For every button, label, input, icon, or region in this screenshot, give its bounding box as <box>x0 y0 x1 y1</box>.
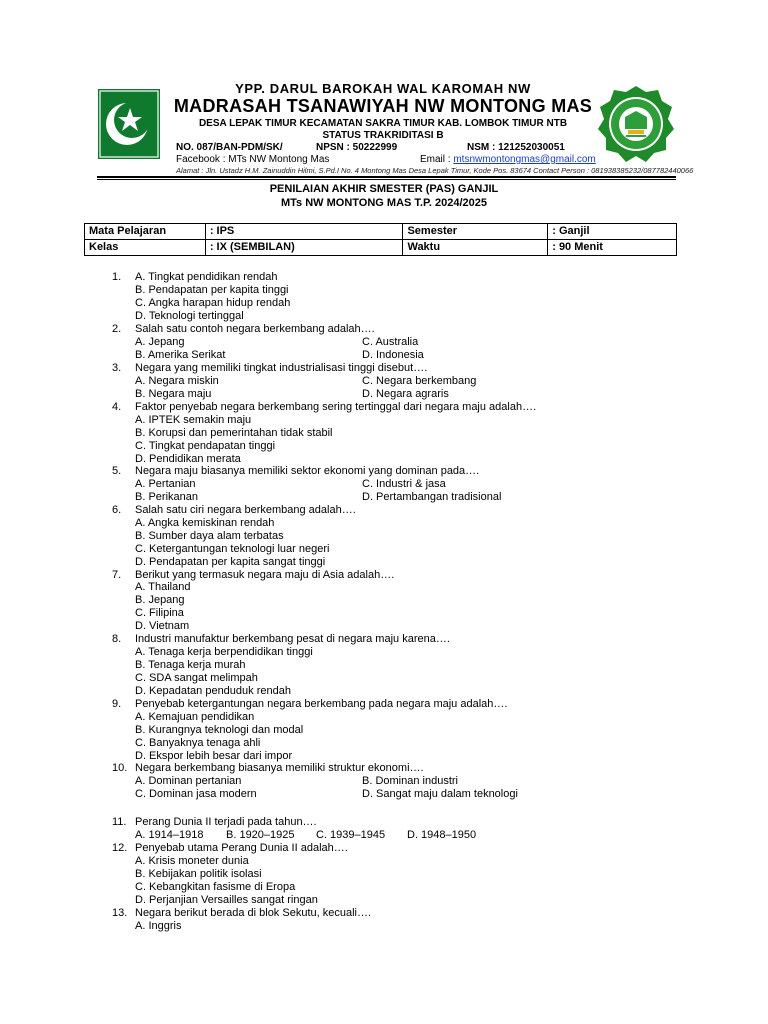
question-number: 10. <box>112 762 128 774</box>
option-c: C. Industri & jasa <box>362 478 446 490</box>
option-d: D. Kepadatan penduduk rendah <box>135 685 291 697</box>
subject-label: Mata Pelajaran <box>85 224 206 240</box>
npsn-number: NPSN : 50222999 <box>316 142 398 153</box>
question-text: Penyebab ketergantungan negara berkembang pada negara maju adalah…. <box>135 698 508 710</box>
class-value: : IX (SEMBILAN) <box>205 240 403 256</box>
option-d: D. Sangat maju dalam teknologi <box>362 788 518 800</box>
option-a: A. Dominan pertanian <box>135 775 242 787</box>
option-b: B. 1920–1925 <box>226 829 295 841</box>
foundation-name: YPP. DARUL BAROKAH WAL KAROMAH NW <box>235 81 531 96</box>
option-b: B. Pendapatan per kapita tinggi <box>135 284 289 296</box>
question-number: 5. <box>112 465 122 477</box>
option-d: D. Pendidikan merata <box>135 453 241 465</box>
option-b: B. Jepang <box>135 594 185 606</box>
question-number: 2. <box>112 323 122 335</box>
school-name: MADRASAH TSANAWIYAH NW MONTONG MAS <box>173 96 593 116</box>
letterhead-divider <box>97 176 676 178</box>
option-a: A. Thailand <box>135 581 191 593</box>
exam-subtitle: MTs NW MONTONG MAS T.P. 2024/2025 <box>280 197 487 209</box>
question-number: 12. <box>112 842 128 854</box>
option-d: D. Indonesia <box>362 349 424 361</box>
option-b: B. Kebijakan politik isolasi <box>135 868 262 880</box>
question-number: 11. <box>112 816 127 828</box>
semester-label: Semester <box>403 224 548 240</box>
question-text: Perang Dunia II terjadi pada tahun…. <box>135 816 317 828</box>
option-c: C. 1939–1945 <box>316 829 386 841</box>
letterhead-divider-thin <box>97 179 676 180</box>
option-d: D. Ekspor lebih besar dari impor <box>135 750 293 762</box>
option-b: B. Kurangnya teknologi dan modal <box>135 724 304 736</box>
option-d: D. Pendapatan per kapita sangat tinggi <box>135 556 326 568</box>
option-c: C. Filipina <box>135 607 184 619</box>
time-value: : 90 Menit <box>548 240 677 256</box>
question-text: Industri manufaktur berkembang pesat di negara maju karena…. <box>135 633 450 645</box>
option-a: A. Negara miskin <box>135 375 219 387</box>
option-b: B. Tenaga kerja murah <box>135 659 246 671</box>
question-number: 3. <box>112 362 122 374</box>
email-label: Email : <box>420 154 454 165</box>
option-a: A. Inggris <box>135 920 182 932</box>
option-d: D. Vietnam <box>135 620 190 632</box>
question-text: Negara berkembang biasanya memiliki struktur ekonomi…. <box>135 762 424 774</box>
option-a: A. IPTEK semakin maju <box>135 414 252 426</box>
question-text: Berikut yang termasuk negara maju di Asia adalah…. <box>135 569 395 581</box>
option-b: B. Amerika Serikat <box>135 349 226 361</box>
option-a: A. 1914–1918 <box>135 829 204 841</box>
option-b: B. Perikanan <box>135 491 198 503</box>
option-c: C. Banyaknya tenaga ahli <box>135 737 261 749</box>
option-c: C. Ketergantungan teknologi luar negeri <box>135 543 330 555</box>
school-location: DESA LEPAK TIMUR KECAMATAN SAKRA TIMUR KAB. LOMBOK TIMUR NTB <box>198 118 568 129</box>
accreditation-status: STATUS TRAKRIDITASI B <box>322 130 444 141</box>
option-a: A. Krisis moneter dunia <box>135 855 249 867</box>
option-b: B. Negara maju <box>135 388 212 400</box>
nsm-number: NSM : 121252030051 <box>467 142 565 153</box>
subject-value: : IPS <box>205 224 403 240</box>
time-label: Waktu <box>403 240 548 256</box>
question-number: 6. <box>112 504 122 516</box>
option-a: A. Pertanian <box>135 478 196 490</box>
class-label: Kelas <box>85 240 206 256</box>
email-row <box>420 154 596 165</box>
accreditation-number: NO. 087/BAN-PDM/SK/ <box>176 142 283 153</box>
question-number: 13. <box>112 907 128 919</box>
question-text: Faktor penyebab negara berkembang sering tertinggal dari negara maju adalah…. <box>135 401 537 413</box>
question-text: Negara yang memiliki tingkat industrialisasi tinggi disebut…. <box>135 362 428 374</box>
option-c: C. Australia <box>362 336 419 348</box>
exam-title: PENILAIAN AKHIR SMESTER (PAS) GANJIL <box>269 183 499 195</box>
facebook-handle: Facebook : MTs NW Montong Mas <box>176 154 330 165</box>
question-number: 8. <box>112 633 122 645</box>
option-a: A. Tenaga kerja berpendidikan tinggi <box>135 646 313 658</box>
option-b: B. Dominan industri <box>362 775 458 787</box>
option-b: B. Sumber daya alam terbatas <box>135 530 284 542</box>
exam-info-table <box>84 223 677 256</box>
option-c: C. Angka harapan hidup rendah <box>135 297 291 309</box>
option-a: A. Jepang <box>135 336 185 348</box>
option-c: C. Negara berkembang <box>362 375 477 387</box>
option-a: A. Angka kemiskinan rendah <box>135 517 275 529</box>
semester-value: : Ganjil <box>548 224 677 240</box>
question-number: 1. <box>112 271 122 283</box>
question-text: A. Tingkat pendidikan rendah <box>135 271 278 283</box>
option-a: A. Kemajuan pendidikan <box>135 711 255 723</box>
question-text: Negara berikut berada di blok Sekutu, kecuali…. <box>135 907 372 919</box>
option-b: B. Korupsi dan pemerintahan tidak stabil <box>135 427 333 439</box>
question-number: 9. <box>112 698 122 710</box>
question-number: 7. <box>112 569 122 581</box>
question-number: 4. <box>112 401 122 413</box>
option-d: D. Perjanjian Versailles sangat ringan <box>135 894 318 906</box>
question-text: Salah satu ciri negara berkembang adalah…. <box>135 504 356 516</box>
option-d: D. 1948–1950 <box>407 829 477 841</box>
school-address: Alamat : Jln. Ustadz H.M. Zainuddin Hilmi, S.Pd.I No. 4 Montong Mas Desa Lepak Timur, Kode Pos. 83674 Contact Person : 081938385232/087782440066 <box>176 166 694 175</box>
email-link[interactable]: mtsnwmontongmas@gmail.com <box>453 154 596 165</box>
option-c: C. Dominan jasa modern <box>135 788 257 800</box>
option-c: C. SDA sangat melimpah <box>135 672 258 684</box>
option-d: D. Negara agraris <box>362 388 449 400</box>
option-c: C. Tingkat pendapatan tinggi <box>135 440 276 452</box>
option-d: D. Teknologi tertinggal <box>135 310 244 322</box>
question-text: Negara maju biasanya memiliki sektor ekonomi yang dominan pada…. <box>135 465 480 477</box>
question-text: Penyebab utama Perang Dunia II adalah…. <box>135 842 348 854</box>
question-text: Salah satu contoh negara berkembang adalah…. <box>135 323 375 335</box>
school-emblem-logo <box>596 84 676 164</box>
nw-crescent-star-logo <box>98 89 160 159</box>
option-c: C. Kebangkitan fasisme di Eropa <box>135 881 296 893</box>
option-d: D. Pertambangan tradisional <box>362 491 502 503</box>
